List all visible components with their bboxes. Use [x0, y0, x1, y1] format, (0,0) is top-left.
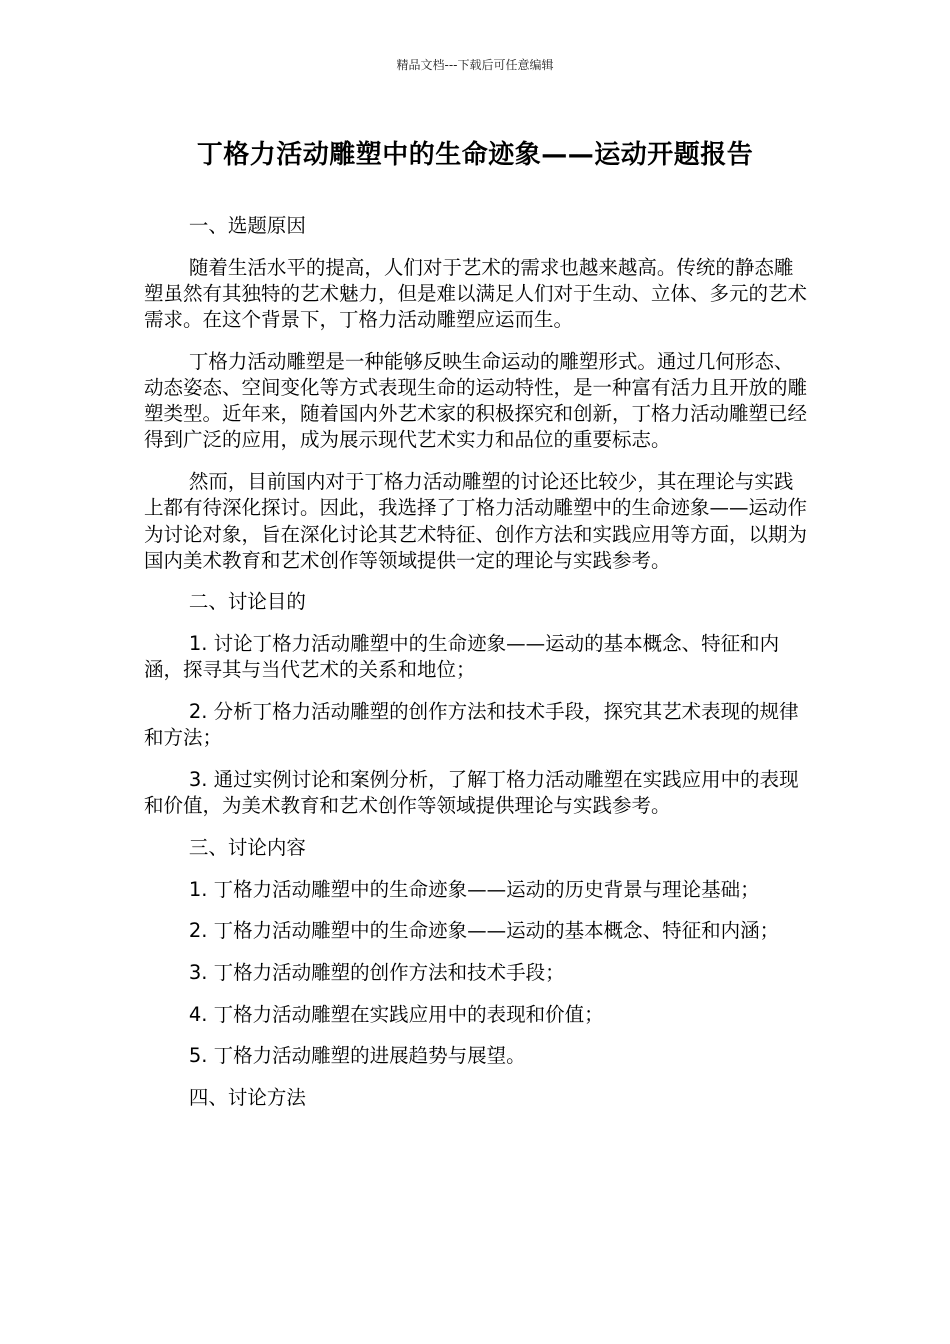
document-body [144, 213, 812, 1127]
section-heading: 一、选题原因 [188, 214, 306, 237]
list-item: 5. 丁格力活动雕塑的进展趋势与展望。 [188, 1044, 526, 1068]
list-item: 3. 丁格力活动雕塑的创作方法和技术手段； [188, 960, 565, 984]
body-paragraph: 然而，目前国内对于丁格力活动雕塑的讨论还比较少，其在理论与实践上都有待深化探讨。因此，我选择了丁格力活动雕塑中的生命迹象——运动作为讨论对象，旨在深化讨论其艺术特征、创作方法和实践应用等方面，以期为国内美术教育和艺术创作等领域提供一定的理论与实践参考。 [144, 470, 808, 572]
body-paragraph: 丁格力活动雕塑是一种能够反映生命运动的雕塑形式。通过几何形态、动态姿态、空间变化等方式表现生命的运动特性，是一种富有活力且开放的雕塑类型。近年来，随着国内外艺术家的积极探究和创新，丁格力活动雕塑已经得到广泛的应用，成为展示现代艺术实力和品位的重要标志。 [144, 349, 808, 452]
list-item: 1. 丁格力活动雕塑中的生命迹象——运动的历史背景与理论基础； [188, 877, 760, 901]
list-item: 2. 丁格力活动雕塑中的生命迹象——运动的基本概念、特征和内涵； [188, 919, 780, 943]
list-item: 2. 分析丁格力活动雕塑的创作方法和技术手段，探究其艺术表现的规律和方法； [144, 700, 799, 750]
page-header: 精品文档---下载后可任意编辑 [396, 58, 554, 72]
section-heading: 三、讨论内容 [188, 835, 306, 859]
body-paragraph: 随着生活水平的提高，人们对于艺术的需求也越来越高。传统的静态雕塑虽然有其独特的艺术魅力，但是难以满足人们对于生动、立体、多元的艺术需求。在这个背景下，丁格力活动雕塑应运而生。 [144, 255, 808, 332]
section-heading: 四、讨论方法 [188, 1086, 306, 1110]
document-title: 丁格力活动雕塑中的生命迹象——运动开题报告 [196, 140, 754, 170]
list-item: 1. 讨论丁格力活动雕塑中的生命迹象——运动的基本概念、特征和内涵，探寻其与当代艺术的关系和地位； [144, 632, 780, 682]
list-item: 4. 丁格力活动雕塑在实践应用中的表现和价值； [188, 1002, 604, 1026]
list-item: 3. 通过实例讨论和案例分析，了解丁格力活动雕塑在实践应用中的表现和价值，为美术教育和艺术创作等领域提供理论与实践参考。 [144, 767, 799, 818]
section-heading: 二、讨论目的 [188, 590, 306, 614]
